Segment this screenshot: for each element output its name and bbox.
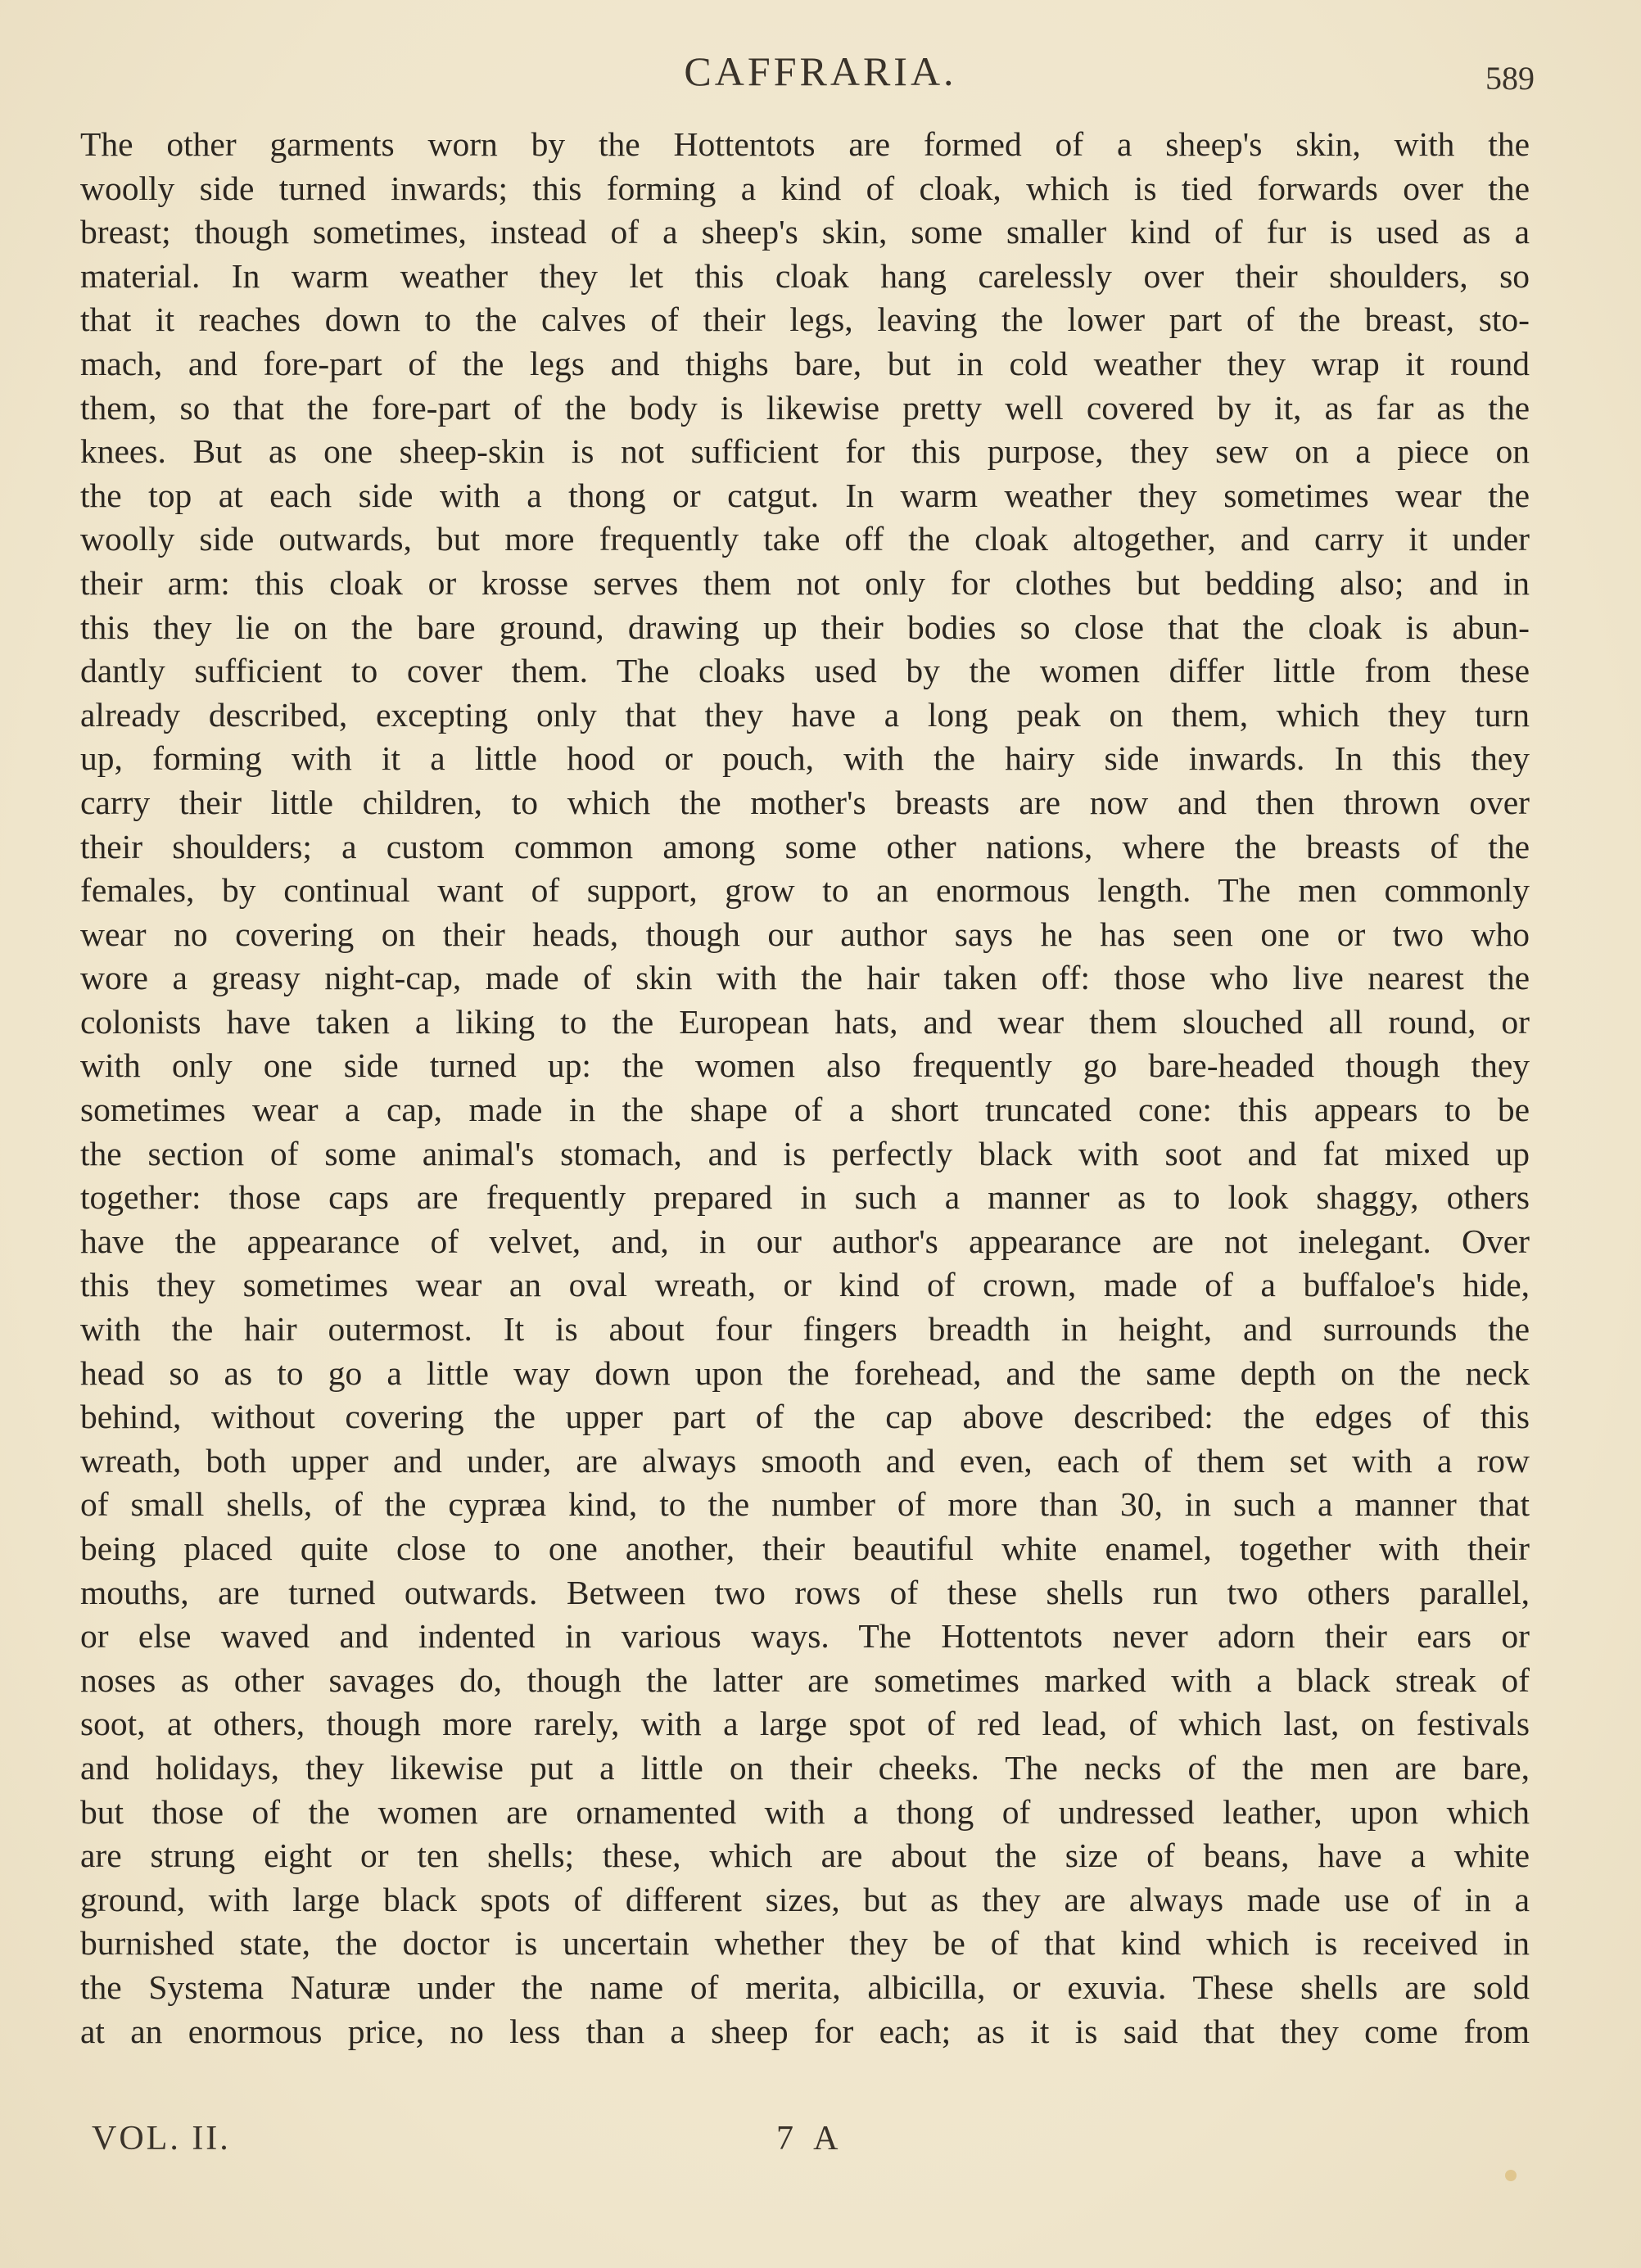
text-line: colonists have taken a liking to the European hats, and wear them slouched all round, or bbox=[80, 1002, 1530, 1041]
text-line: of small shells, of the cypræa kind, to the number of more than 30, in such a manner that bbox=[80, 1485, 1530, 1524]
signature-mark: 7 A bbox=[776, 2120, 845, 2157]
text-line: them, so that the fore-part of the body is likewise pretty well covered by it, as far as the bbox=[80, 388, 1530, 427]
text-line: noses as other savages do, though the latter are sometimes marked with a black streak of bbox=[80, 1660, 1530, 1699]
text-line: burnished state, the doctor is uncertain whether they be of that kind which is received in bbox=[80, 1924, 1530, 1963]
text-line: behind, without covering the upper part of the cap above described: the edges of this bbox=[80, 1398, 1530, 1436]
volume-label: VOL. II. bbox=[92, 2120, 231, 2157]
text-line: or else waved and indented in various ways. The Hottentots never adorn their ears or bbox=[80, 1617, 1530, 1656]
text-line: ground, with large black spots of different sizes, but as they are always made use of in a bbox=[80, 1880, 1530, 1918]
text-line: material. In warm weather they let this cloak hang carelessly over their shoulders, so bbox=[80, 256, 1530, 295]
text-line: the section of some animal's stomach, and is perfectly black with soot and fat mixed up bbox=[80, 1134, 1530, 1172]
text-line: wore a greasy night-cap, made of skin with the hair taken off: those who live nearest the bbox=[80, 959, 1530, 997]
text-line: mach, and fore-part of the legs and thighs bare, but in cold weather they wrap it round bbox=[80, 344, 1530, 382]
text-line: woolly side turned inwards; this forming a kind of cloak, which is tied forwards over the bbox=[80, 169, 1530, 207]
text-line: dantly sufficient to cover them. The cloaks used by the women differ little from these bbox=[80, 652, 1530, 690]
text-line: at an enormous price, no less than a sheep for each; as it is said that they come from bbox=[80, 2012, 1530, 2050]
text-line: knees. But as one sheep-skin is not sufficient for this purpose, they sew on a piece on bbox=[80, 432, 1530, 471]
text-line: are strung eight or ten shells; these, which are about the size of beans, have a white bbox=[80, 1837, 1530, 1875]
text-line: with only one side turned up: the women also frequently go bare-headed though they bbox=[80, 1046, 1530, 1085]
text-line: up, forming with it a little hood or pouch, with the hairy side inwards. In this they bbox=[80, 739, 1530, 778]
text-line: this they sometimes wear an oval wreath, or kind of crown, made of a buffaloe's hide, bbox=[80, 1266, 1530, 1304]
text-line: soot, at others, though more rarely, with a large spot of red lead, of which last, on festivals bbox=[80, 1705, 1530, 1743]
text-line: their arm: this cloak or krosse serves them not only for clothes but bedding also; and in bbox=[80, 563, 1530, 602]
page-number: 589 bbox=[1485, 60, 1535, 97]
text-line: and holidays, they likewise put a little on their cheeks. The necks of the men are bare, bbox=[80, 1748, 1530, 1787]
text-line: the Systema Naturæ under the name of merita, albicilla, or exuvia. These shells are sold bbox=[80, 1968, 1530, 2006]
running-head bbox=[0, 47, 1641, 105]
page-footer bbox=[0, 2119, 1641, 2168]
text-line: the top at each side with a thong or catgut. In warm weather they sometimes wear the bbox=[80, 476, 1530, 514]
text-line: this they lie on the bare ground, drawing up their bodies so close that the cloak is abun- bbox=[80, 608, 1530, 646]
text-line: The other garments worn by the Hottentots are formed of a sheep's skin, with the bbox=[80, 125, 1530, 163]
text-line: that it reaches down to the calves of their legs, leaving the lower part of the breast, sto- bbox=[80, 300, 1530, 339]
text-line: woolly side outwards, but more frequently take off the cloak altogether, and carry it under bbox=[80, 520, 1530, 558]
text-line: wear no covering on their heads, though our author says he has seen one or two who bbox=[80, 915, 1530, 953]
text-line: breast; though sometimes, instead of a sheep's skin, some smaller kind of fur is used as a bbox=[80, 213, 1530, 251]
text-line: being placed quite close to one another, their beautiful white enamel, together with their bbox=[80, 1529, 1530, 1567]
text-line: have the appearance of velvet, and, in our author's appearance are not inelegant. Over bbox=[80, 1222, 1530, 1260]
text-line: carry their little children, to which the mother's breasts are now and then thrown over bbox=[80, 783, 1530, 821]
text-line: already described, excepting only that they have a long peak on them, which they turn bbox=[80, 695, 1530, 734]
paper-stain bbox=[1505, 2170, 1517, 2181]
body-text bbox=[80, 123, 1530, 2053]
text-line: mouths, are turned outwards. Between two rows of these shells run two others parallel, bbox=[80, 1573, 1530, 1611]
text-line: together: those caps are frequently prepared in such a manner as to look shaggy, others bbox=[80, 1178, 1530, 1217]
text-line: wreath, both upper and under, are always smooth and even, each of them set with a row bbox=[80, 1441, 1530, 1480]
text-line: with the hair outermost. It is about four fingers breadth in height, and surrounds the bbox=[80, 1310, 1530, 1349]
running-title: CAFFRARIA. bbox=[684, 48, 957, 94]
text-line: sometimes wear a cap, made in the shape of a short truncated cone: this appears to be bbox=[80, 1091, 1530, 1129]
text-line: their shoulders; a custom common among some other nations, where the breasts of the bbox=[80, 827, 1530, 865]
text-line: head so as to go a little way down upon the forehead, and the same depth on the neck bbox=[80, 1353, 1530, 1392]
text-line: females, by continual want of support, grow to an enormous length. The men commonly bbox=[80, 871, 1530, 910]
text-line: but those of the women are ornamented with a thong of undressed leather, upon which bbox=[80, 1792, 1530, 1831]
